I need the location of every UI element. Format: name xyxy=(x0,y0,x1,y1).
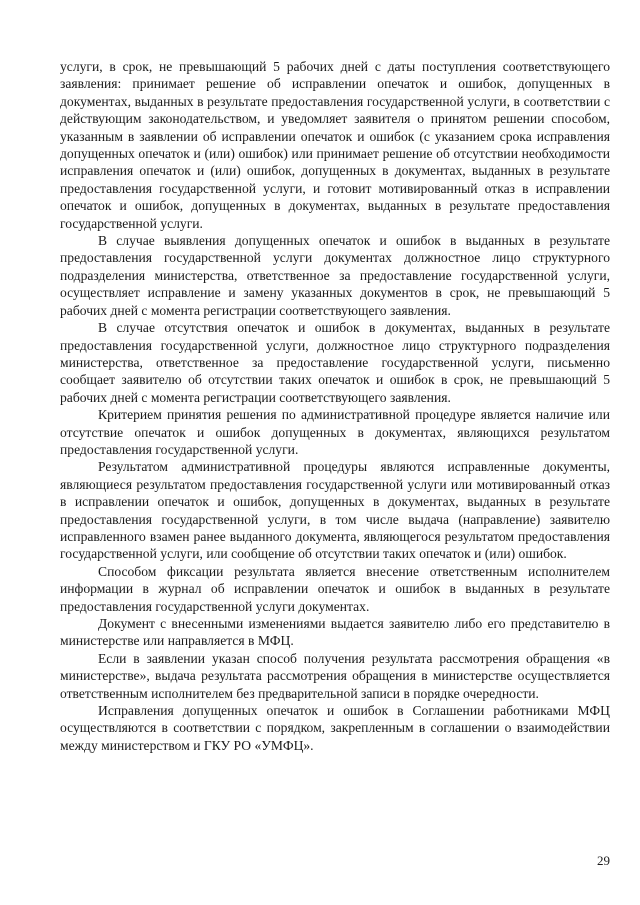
paragraph: Исправления допущенных опечаток и ошибок в Соглашении работниками МФЦ осуществляются в соответствии с порядком, закрепленным в соглашении о взаимодействии между министерством и ГКУ РО «УМФЦ». xyxy=(60,703,610,753)
page-number: 29 xyxy=(597,853,610,868)
paragraph: услуги, в срок, не превышающий 5 рабочих дней с даты поступления соответствующего заявления: принимает решение об исправлении опечаток и ошибок, допущенных в документах, выданных в результате предоставления государственной услуги, в соответствии с действующим законодательством, и уведомляет заявителя о принятом решении способом, указанным в заявлении об исправлении опечаток и ошибок (с указанием срока исправления допущенных опечаток и (или) ошибок) или принимает решение об отсутствии необходимости исправления опечаток и (или) ошибок, допущенных в документах, выданных в результате предоставления государственной услуги, и готовит мотивированный отказ в исправлении опечаток и ошибок, допущенных в документах, выданных в результате предоставления государственной услуги. xyxy=(60,59,610,231)
paragraph: Документ с внесенными изменениями выдается заявителю либо его представителю в министерстве или направляется в МФЦ. xyxy=(60,616,610,649)
paragraph: В случае отсутствия опечаток и ошибок в документах, выданных в результате предоставления государственной услуги, должностное лицо структурного подразделения министерства, ответственное за предоставление государственной услуги, письменно сообщает заявителю об отсутствии таких опечаток и ошибок в срок, не превышающий 5 рабочих дней с момента регистрации соответствующего заявления. xyxy=(60,320,610,405)
paragraph: Критерием принятия решения по административной процедуре является наличие или отсутствие опечаток и ошибок допущенных в документах, являющихся результатом предоставления государственной услуги. xyxy=(60,407,610,457)
paragraph: В случае выявления допущенных опечаток и ошибок в выданных в результате предоставления государственной услуги документах должностное лицо структурного подразделения министерства, ответственное за предоставление государственной услуги, осуществляет исправление и замену указанных документов в срок, не превышающий 5 рабочих дней с момента регистрации соответствующего заявления. xyxy=(60,233,610,318)
paragraph: Результатом административной процедуры являются исправленные документы, являющиеся результатом предоставления государственной услуги или мотивированный отказ в исправлении опечаток и ошибок, допущенных в документах, выданных в результате предоставления государственной услуги, в том числе выдача (направление) заявителю исправленного взамен ранее выданного документа, являющегося результатом предоставления государственной услуги, или сообщение об отсутствии таких опечаток и (или) ошибок. xyxy=(60,459,610,562)
paragraph: Если в заявлении указан способ получения результата рассмотрения обращения «в министерстве», выдача результата рассмотрения обращения в министерстве осуществляется ответственным исполнителем без предварительной записи в порядке очередности. xyxy=(60,650,610,701)
paragraph: Способом фиксации результата является внесение ответственным исполнителем информации в журнал об исправлении опечаток и ошибок в выданных в результате предоставления государственной услуги документах. xyxy=(60,563,610,614)
